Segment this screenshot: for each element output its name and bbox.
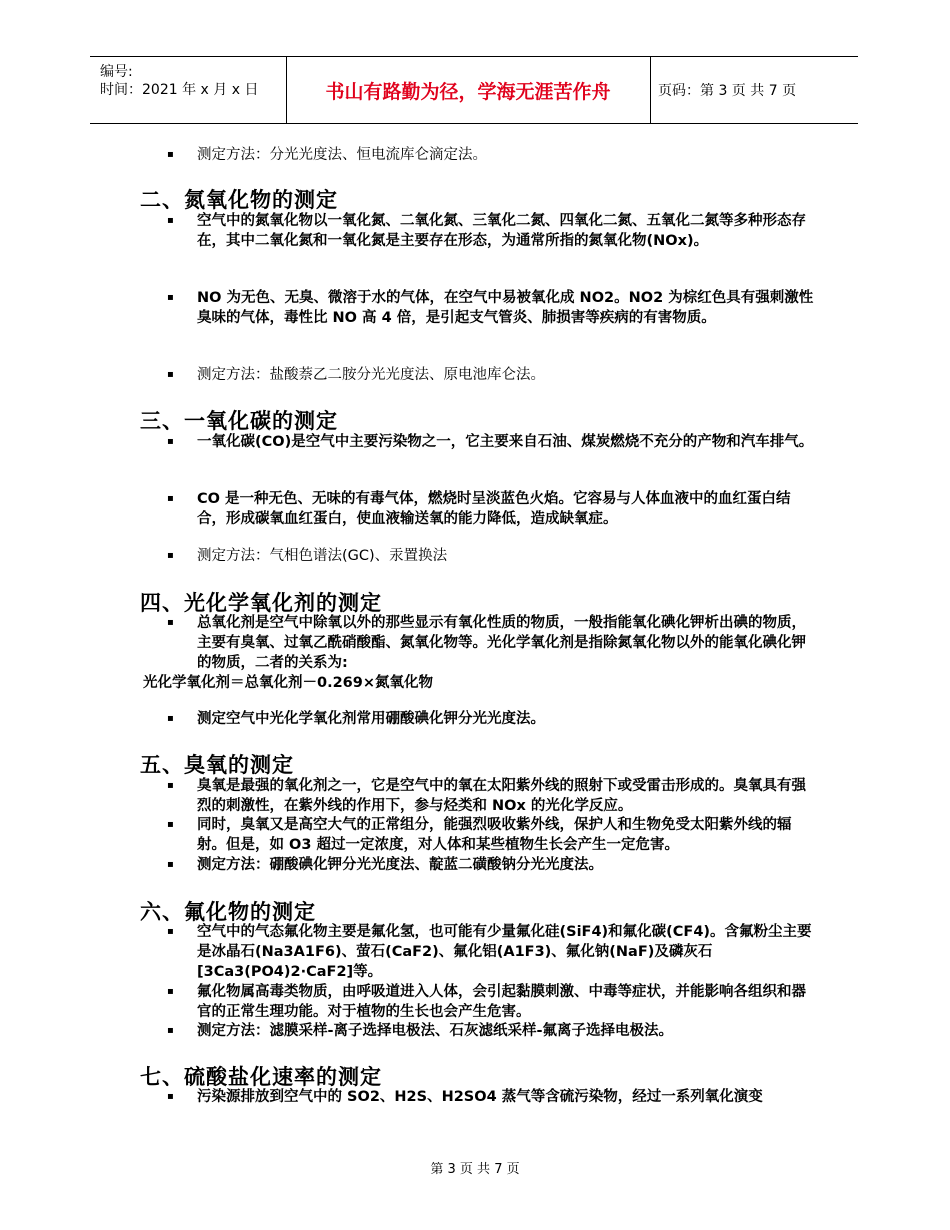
bullet-icon: ▪ [167, 493, 174, 504]
bullet-icon: ▪ [167, 780, 174, 791]
bullet-icon: ▪ [167, 550, 174, 561]
list-item-text: 一氧化碳(CO)是空气中主要污染物之一，它主要来自石油、煤炭燃烧不充分的产物和汽车排气。 [197, 434, 814, 450]
bullet-icon: ▪ [167, 149, 174, 160]
bullet-icon: ▪ [167, 292, 174, 303]
section-heading: 六、氟化物的测定 [140, 899, 316, 924]
section-heading: 五、臭氧的测定 [140, 752, 294, 777]
section-heading: 四、光化学氧化剂的测定 [140, 590, 382, 615]
header-right-cell [650, 57, 858, 123]
motto: 书山有路勤为径，学海无涯苦作舟 [325, 80, 611, 103]
list-item-text: 测定方法：滤膜采样-离子选择电极法、石灰滤纸采样-氟离子选择电极法。 [197, 1023, 674, 1039]
bullet-icon: ▪ [167, 617, 174, 628]
bullet-icon: ▪ [167, 859, 174, 870]
number-label: 编号: [100, 64, 133, 80]
bullet-icon: ▪ [167, 713, 174, 724]
bullet-icon: ▪ [167, 1025, 174, 1036]
page-footer: 第 3 页 共 7 页 [430, 1162, 520, 1177]
bullet-icon: ▪ [167, 369, 174, 380]
list-item-text: 臭氧是最强的氧化剂之一，它是空气中的氧在太阳紫外线的照射下或受雷击形成的。臭氧具有强烈的刺激性，在紫外线的作用下，参与烃类和 NOx 的光化学反应。 [197, 778, 806, 814]
list-item-text: 总氧化剂是空气中除氧以外的那些显示有氧化性质的物质，一般指能氧化碘化钾析出碘的物质，主要有臭氧、过氧乙酰硝酸酯、氮氧化物等。光化学氧化剂是指除氮氧化物以外的能氧化碘化钾的物质，二者的关系为: [197, 615, 806, 671]
list-item-text: 测定方法：硼酸碘化钾分光光度法、靛蓝二磺酸钠分光光度法。 [197, 857, 603, 873]
list-item-text: 测定空气中光化学氧化剂常用硼酸碘化钾分光光度法。 [197, 711, 545, 727]
page-info: 页码：第 3 页 共 7 页 [658, 83, 797, 99]
list-item-text: 测定方法：气相色谱法(GC)、汞置换法 [197, 548, 448, 564]
list-item-text: 测定方法：盐酸萘乙二胺分光光度法、原电池库仑法。 [197, 367, 545, 383]
list-item-text: 空气中的氮氧化物以一氧化氮、二氧化氮、三氧化二氮、四氧化二氮、五氧化二氮等多种形态存在，其中二氧化氮和一氧化氮是主要存在形态，为通常所指的氮氧化物(NOx)。 [197, 213, 806, 249]
list-item-text: 污染源排放到空气中的 SO2、H2S、H2SO4 蒸气等含硫污染物，经过一系列氧化演变 [197, 1089, 763, 1105]
list-item-text: 氟化物属高毒类物质，由呼吸道进入人体，会引起黏膜刺激、中毒等症状，并能影响各组织和器官的正常生理功能。对于植物的生长也会产生危害。 [197, 984, 806, 1020]
bullet-icon: ▪ [167, 819, 174, 830]
list-item-text: 空气中的气态氟化物主要是氟化氢，也可能有少量氟化硅(SiF4)和氟化碳(CF4)。含氟粉尘主要是冰晶石(Na3A1F6)、萤石(CaF2)、氟化铝(A1F3)、氟化钠(NaF)及磷灰石[3Ca3(PO4)2·CaF2]等。 [197, 924, 812, 980]
header-left-cell [90, 57, 287, 123]
page-header [90, 56, 858, 124]
date-label: 时间：2021 年 x 月 x 日 [100, 82, 259, 98]
list-item-text: 同时，臭氧又是高空大气的正常组分，能强烈吸收紫外线，保护人和生物免受太阳紫外线的辐射。但是，如 O3 超过一定浓度，对人体和某些植物生长会产生一定危害。 [197, 817, 792, 853]
header-motto-cell [286, 57, 651, 123]
section-heading: 二、氮氧化物的测定 [140, 187, 338, 212]
list-item-text: NO 为无色、无臭、微溶于水的气体，在空气中易被氧化成 NO2。NO2 为棕红色具有强刺激性臭味的气体，毒性比 NO 高 4 倍，是引起支气管炎、肺损害等疾病的有害物质。 [197, 290, 814, 326]
bullet-icon: ▪ [167, 1091, 174, 1102]
formula: 光化学氧化剂＝总氧化剂－0.269×氮氧化物 [143, 675, 434, 691]
bullet-icon: ▪ [167, 215, 174, 226]
list-item-text: CO 是一种无色、无味的有毒气体，燃烧时呈淡蓝色火焰。它容易与人体血液中的血红蛋白结合，形成碳氧血红蛋白，使血液输送氧的能力降低，造成缺氧症。 [197, 491, 791, 527]
bullet-icon: ▪ [167, 436, 174, 447]
section-heading: 三、一氧化碳的测定 [140, 408, 338, 433]
bullet-icon: ▪ [167, 926, 174, 937]
list-item-text: 测定方法：分光光度法、恒电流库仑滴定法。 [197, 147, 487, 163]
bullet-icon: ▪ [167, 986, 174, 997]
section-heading: 七、硫酸盐化速率的测定 [140, 1064, 382, 1089]
